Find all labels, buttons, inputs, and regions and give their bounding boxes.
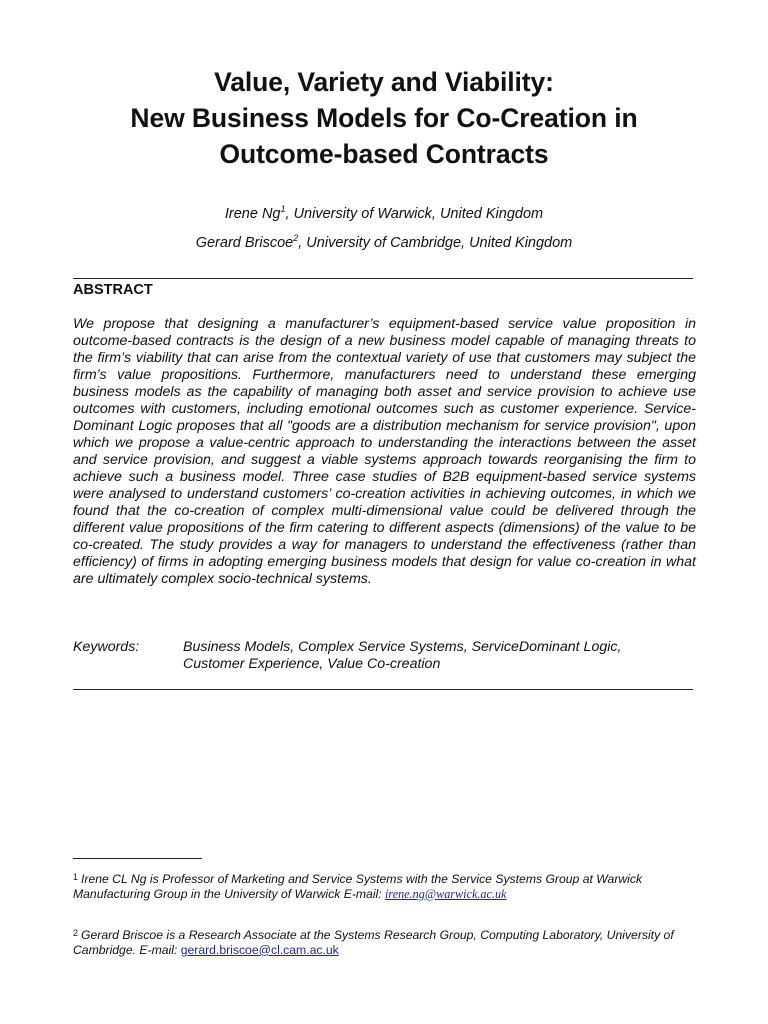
keywords-line-1: Business Models, Complex Service Systems, ServiceDominant Logic,	[183, 639, 622, 655]
footnote-2	[73, 926, 700, 957]
abstract-body: We propose that designing a manufacturer’s equipment-based service value proposition in outcome-based contracts is the design of a new business model capable of managing threats to the firm’s viability that can arise from the contextual variety of use that customers may subject the firm’s value propositions. Furthermore, manufacturers need to understand these emerging business models as the capability of managing both asset and service provision to achieve use outcomes with customers, including emotional outcomes such as customer experience. Service-Dominant Logic proposes that all "goods are a distribution mechanism for service provision", upon which we propose a value-centric approach to understanding the interactions between the asset and service provision, and suggest a viable systems approach towards reorganising the firm to achieve such a business model. Three case studies of B2B equipment-based service systems were analysed to understand customers’ co-creation activities in achieving outcomes, in which we found that the co-creation of complex multi-dimensional value could be delivered through the different value propositions of the firm catering to different aspects (dimensions) of the value to be co-created. The study provides a way for managers to understand the effectiveness (rather than efficiency) of firms in adopting emerging business models that design for value co-creation in what are ultimately complex socio-technical systems.	[73, 316, 696, 587]
abstract-heading: ABSTRACT	[73, 282, 153, 298]
title-line-3: Outcome-based Contracts	[219, 139, 549, 169]
section-divider	[73, 278, 693, 279]
author-footnote-marker: 2	[293, 233, 299, 243]
title-line-2: New Business Models for Co-Creation in	[130, 103, 638, 133]
email-link[interactable]: gerard.briscoe@cl.cam.ac.uk	[180, 942, 339, 957]
keywords-line-2: Customer Experience, Value Co-creation	[183, 656, 441, 672]
paper-title	[60, 64, 708, 172]
author-affiliation: , University of Cambridge, United Kingdom	[298, 234, 573, 251]
author-line-2	[0, 233, 768, 251]
section-divider	[73, 689, 693, 690]
footnote-separator	[73, 858, 202, 859]
title-line-1: Value, Variety and Viability:	[214, 67, 554, 97]
footnote-text: Gerard Briscoe is a Research Associate at the Systems Research Group, Computing Laboratory, University of Cambridge. E-mail:	[73, 928, 674, 957]
author-affiliation: , University of Warwick, United Kingdom	[285, 205, 544, 222]
footnote-1	[73, 870, 700, 901]
keywords-label: Keywords:	[73, 639, 140, 655]
footnote-marker: 2	[73, 928, 79, 938]
author-footnote-marker: 1	[280, 204, 286, 214]
footnote-marker: 1	[73, 872, 79, 882]
keywords-list	[183, 639, 703, 673]
author-line-1	[0, 204, 768, 222]
footnote-text: Irene CL Ng is Professor of Marketing and Service Systems with the Service Systems Group at Warwick Manufacturing Group in the University of Warwick E-mail:	[73, 872, 643, 901]
author-name: Gerard Briscoe	[195, 234, 294, 251]
author-name: Irene Ng	[224, 205, 281, 222]
email-link[interactable]: irene.ng@warwick.ac.uk	[385, 886, 507, 901]
